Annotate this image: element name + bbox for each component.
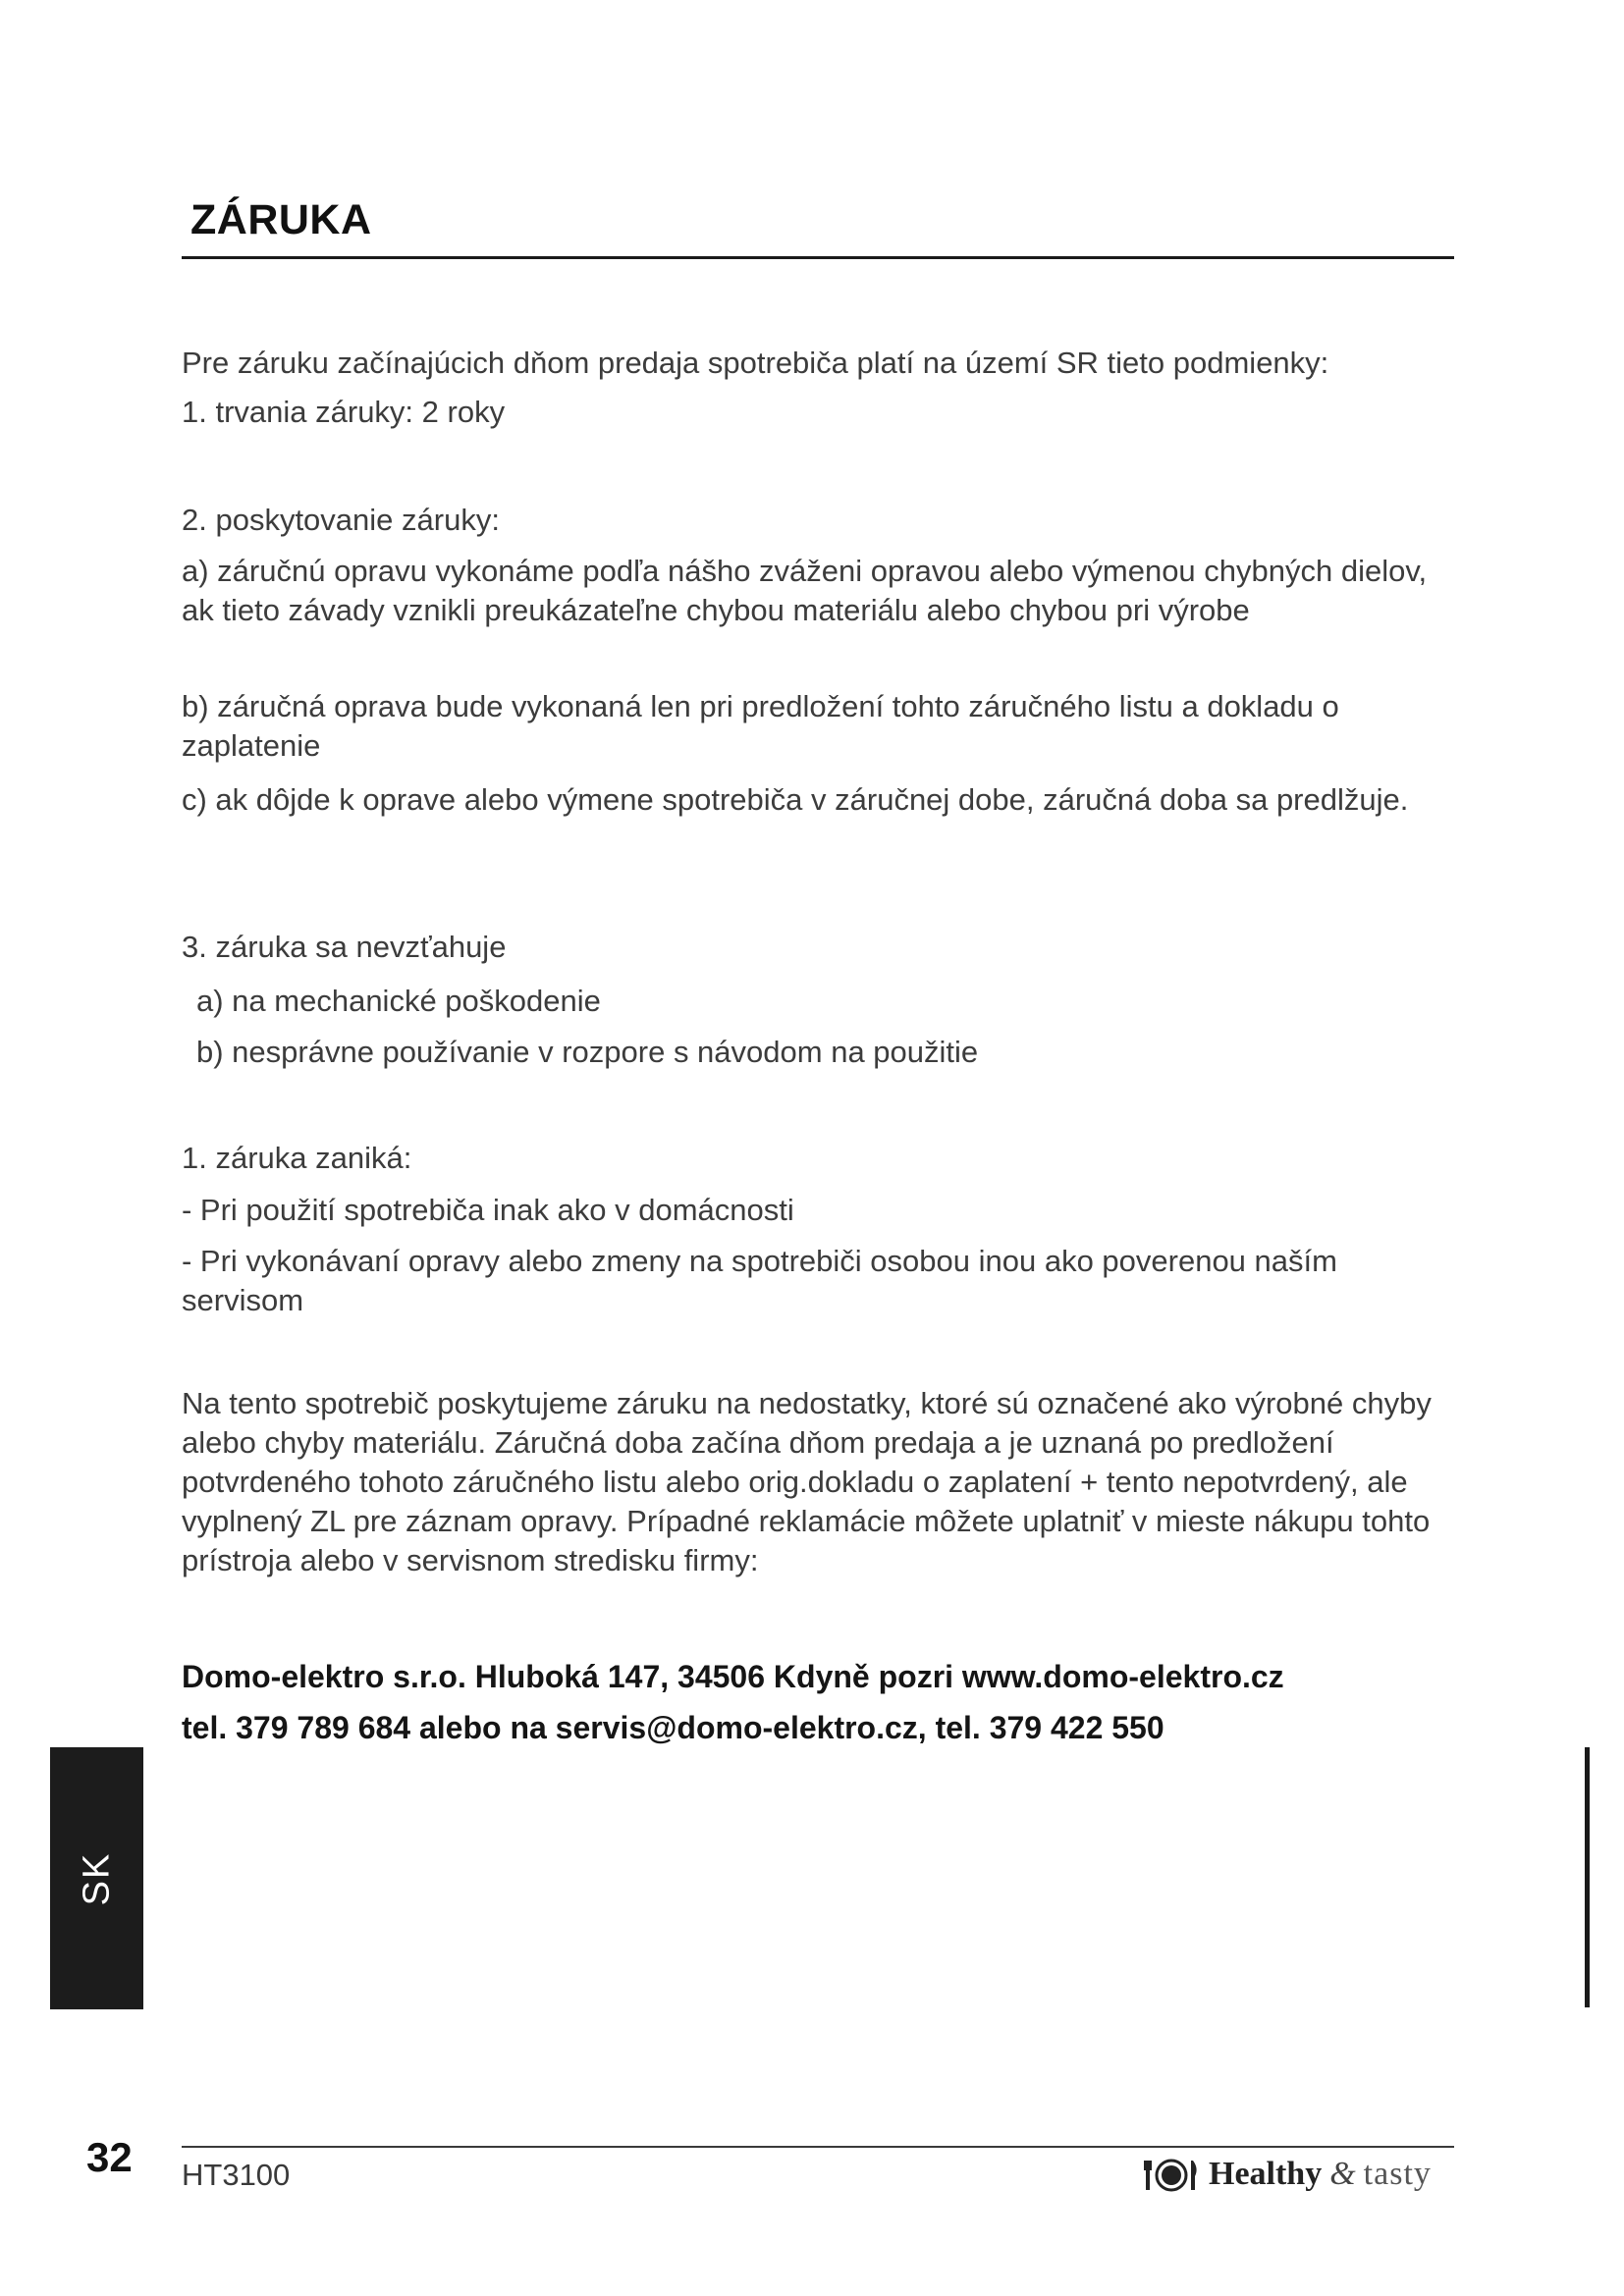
brand-logo [1144, 2152, 1432, 2197]
section-4-item-2: - Pri vykonávaní opravy alebo zmeny na spotrebiči osobou inou ako poverenou naším servisom [182, 1244, 1337, 1317]
page-title: ZÁRUKA [190, 196, 372, 243]
intro-text: Pre záruku začínajúcich dňom predaja spotrebiča platí na území SR tieto podmienky: [182, 346, 1329, 380]
language-tab-label: SK [76, 1851, 117, 1905]
brand-name: Healthy [1209, 2156, 1323, 2192]
plate-cutlery-icon [1144, 2155, 1201, 2194]
section-2-item-a: a) záručnú opravu vykonáme podľa nášho zváženi opravou alebo výmenou chybných dielov, ak tieto závady vznikli preukázateľne chybou materiálu alebo chybou pri výrobe [182, 554, 1428, 627]
section-4-title: 1. záruka zaniká: [182, 1141, 412, 1175]
brand-tail: tasty [1363, 2156, 1432, 2192]
language-tab [50, 1747, 143, 2009]
warranty-paragraph: Na tento spotrebič poskytujeme záruku na nedostatky, ktoré sú označené ako výrobné chyby alebo chyby materiálu. Záručná doba začína dňom predaja a je uznaná po predložení potvrdeného tohoto záručného listu alebo orig.dokladu o zaplatení + tento nepotvrdený, ale vyplnený ZL pre záznam opravy. Prípadné reklamácie môžete uplatniť v mieste nákupu tohto prístroja alebo v servisnom stredisku firmy: [182, 1386, 1432, 1577]
title-divider [182, 256, 1454, 259]
section-2-item-c: c) ak dôjde k oprave alebo výmene spotrebiča v záručnej dobe, záručná doba sa predlžuje. [182, 782, 1409, 817]
right-margin-bar [1585, 1747, 1590, 2007]
section-3-title: 3. záruka sa nevzťahuje [182, 930, 507, 964]
warranty-duration: 1. trvania záruky: 2 roky [182, 395, 506, 429]
page-number: 32 [86, 2134, 133, 2180]
footer-divider [182, 2146, 1454, 2148]
section-2-title: 2. poskytovanie záruky: [182, 503, 500, 537]
section-3-item-a: a) na mechanické poškodenie [196, 984, 601, 1018]
section-2-item-b: b) záručná oprava bude vykonaná len pri predložení tohto záručného listu a dokladu o zaplatenie [182, 689, 1339, 763]
contact-phone-email: tel. 379 789 684 alebo na servis@domo-elektro.cz, tel. 379 422 550 [182, 1710, 1164, 1745]
section-3-item-b: b) nesprávne používanie v rozpore s návodom na použitie [196, 1035, 979, 1069]
contact-address: Domo-elektro s.r.o. Hluboká 147, 34506 Kdyně pozri www.domo-elektro.cz [182, 1659, 1284, 1694]
section-4-item-1: - Pri použití spotrebiča inak ako v domácnosti [182, 1193, 794, 1227]
brand-ampersand: & [1329, 2156, 1356, 2192]
model-code: HT3100 [182, 2158, 291, 2192]
